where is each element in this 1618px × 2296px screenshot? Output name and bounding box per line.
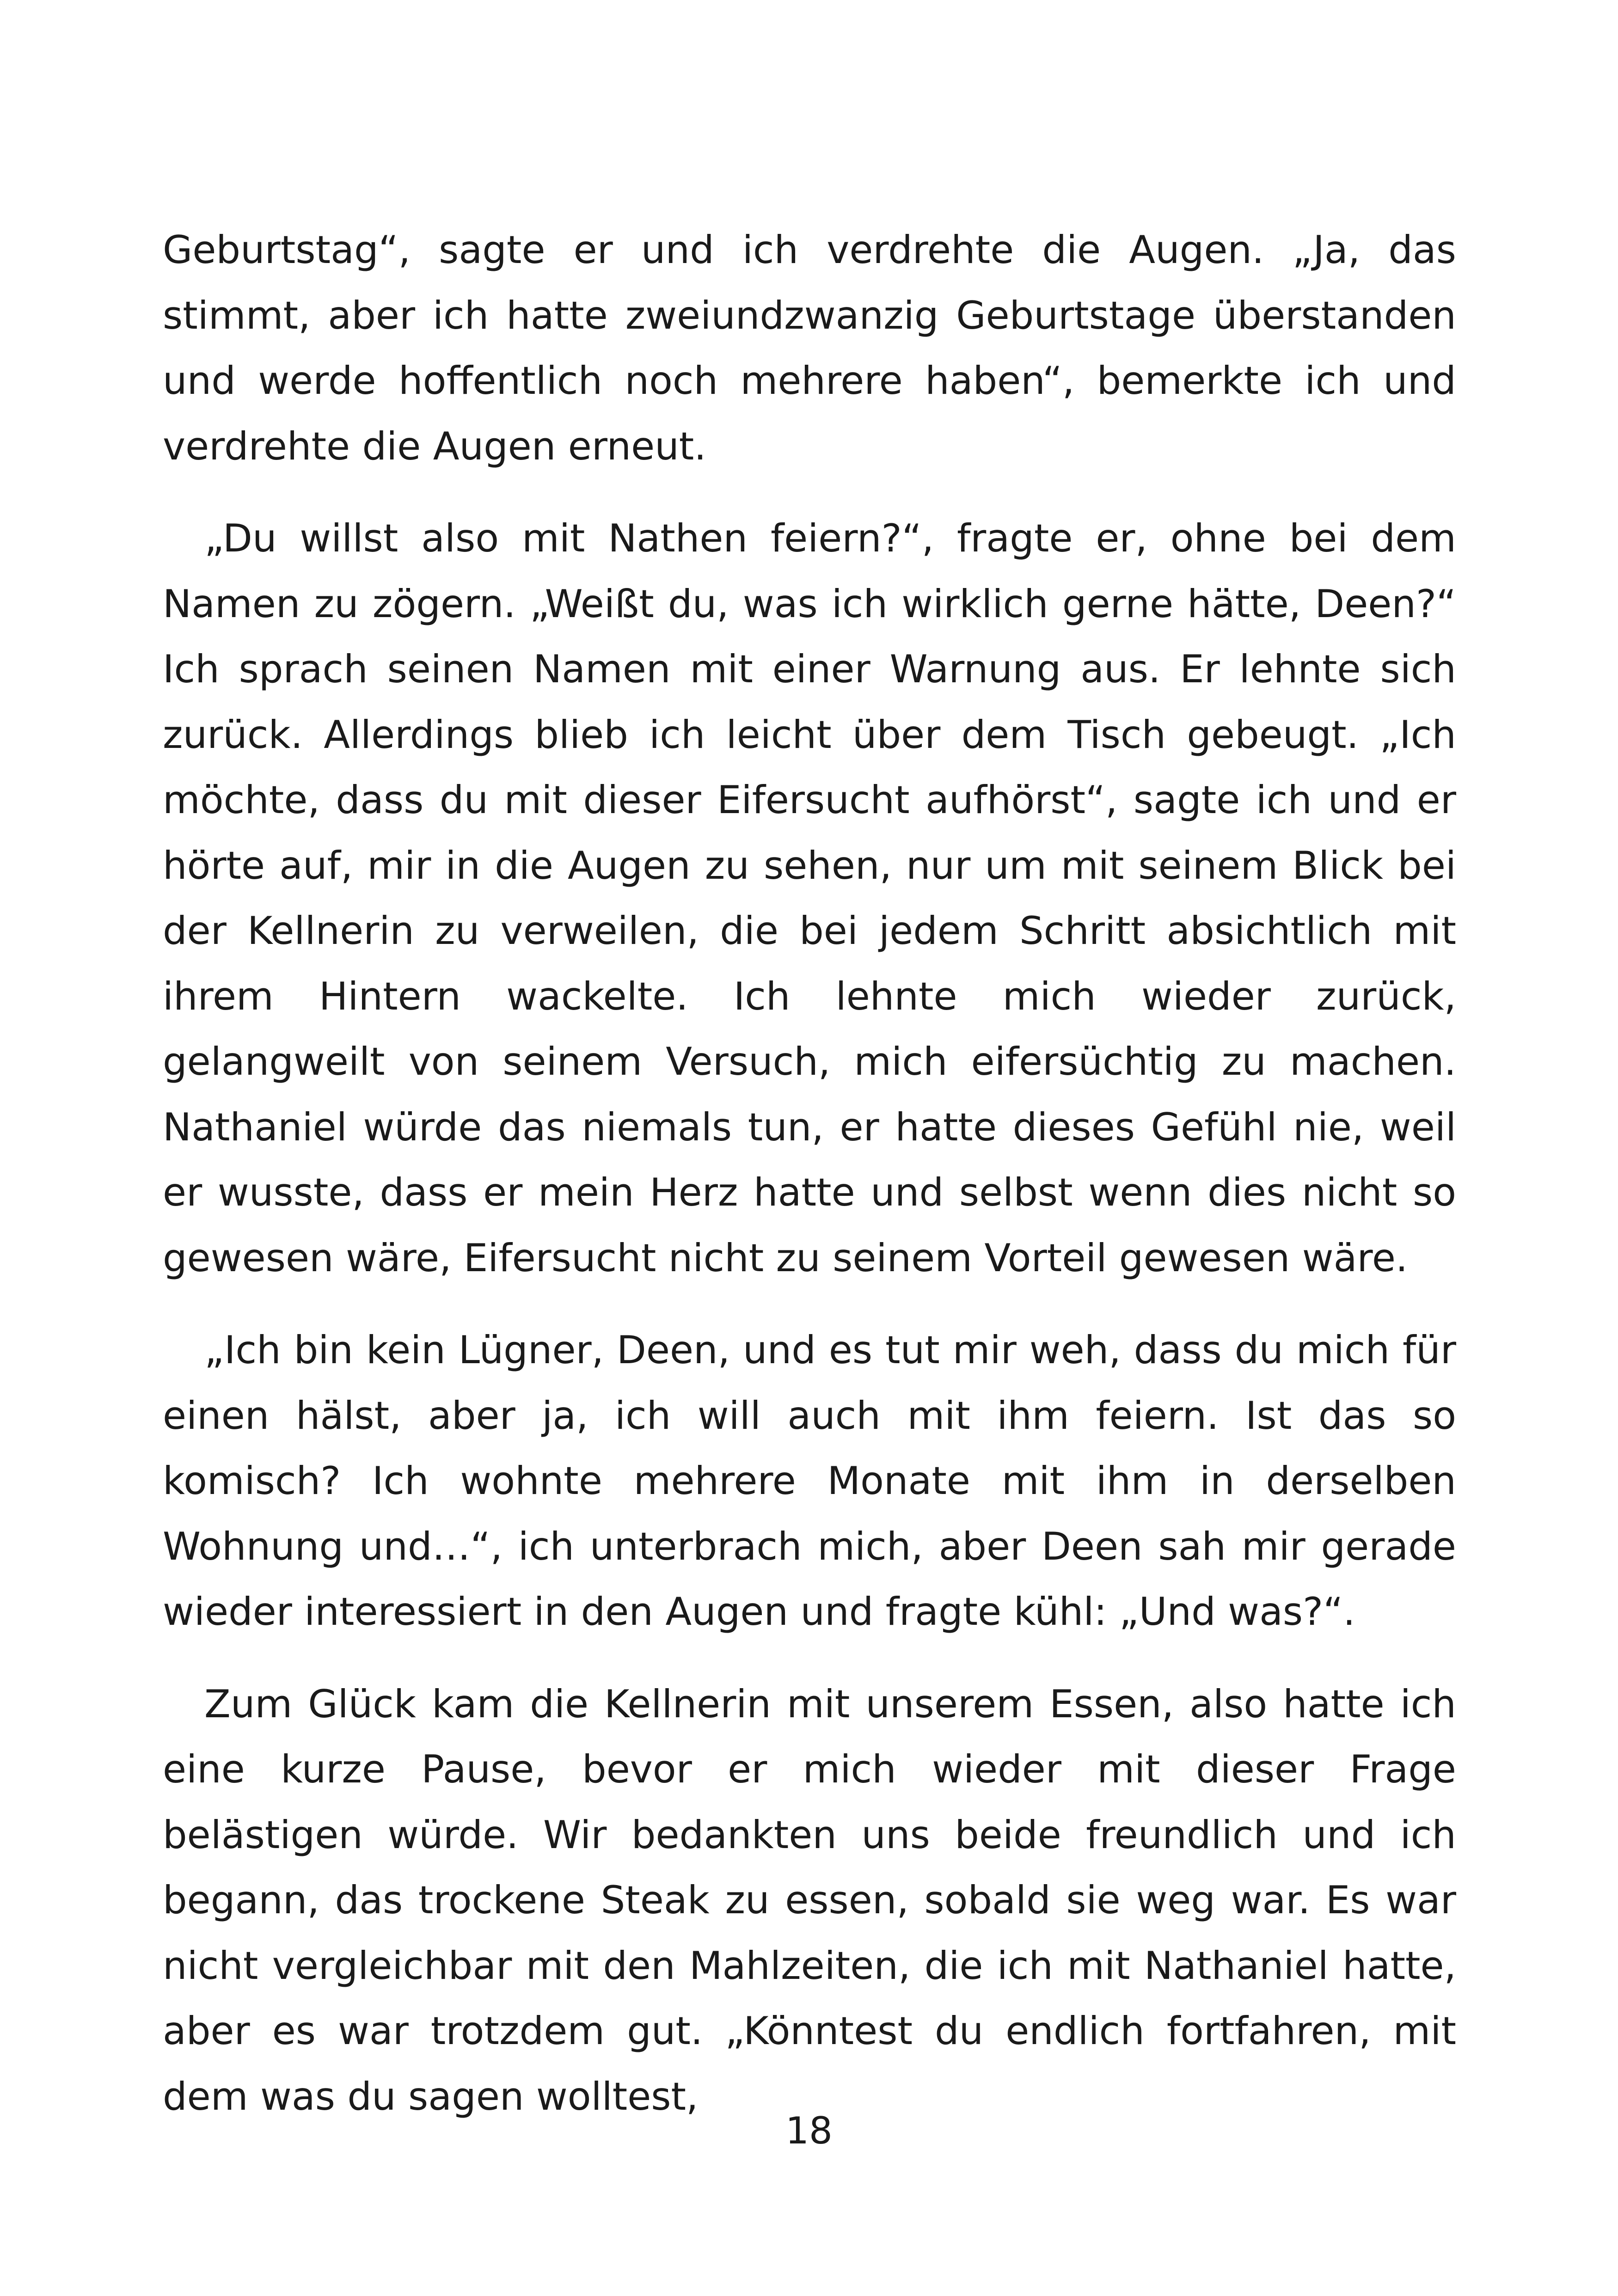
paragraph-2: „Du willst also mit Nathen feiern?“, fragte er, ohne bei dem Namen zu zögern. „Weißt du, was ich wirklich gerne hätte, Deen?“ Ich sprach seinen Namen mit einer Warnung aus. Er lehnte sich zurück. Allerdings blieb ich leicht über dem Tisch gebeugt. „Ich möchte, dass du mit dieser Eifersucht aufhörst“, sagte ich und er hörte auf, mir in die Augen zu sehen, nur um mit seinem Blick bei der Kellnerin zu verweilen, die bei jedem Schritt absichtlich mit ihrem Hintern wackelte. Ich lehnte mich wieder zurück, gelangweilt von seinem Versuch, mich eifersüchtig zu machen. Nathaniel würde das niemals tun, er hatte dieses Gefühl nie, weil er wusste, dass er mein Herz hatte und selbst wenn dies nicht so gewesen wäre, Eifersucht nicht zu seinem Vorteil gewesen wäre. — [163, 516, 1456, 1280]
paragraph-4: Zum Glück kam die Kellnerin mit unserem Essen, also hatte ich eine kurze Pause, bevor er mich wieder mit dieser Frage belästigen würde. Wir bedankten uns beide freundlich und ich begann, das trockene Steak zu essen, sobald sie weg war. Es war nicht vergleichbar mit den Mahlzeiten, die ich mit Nathaniel hatte, aber es war trotzdem gut. „Könntest du endlich fortfahren, mit dem was du sagen wolltest, — [163, 1681, 1456, 2119]
paragraph-1: Geburtstag“, sagte er und ich verdrehte die Augen. „Ja, das stimmt, aber ich hatte zweiundzwanzig Geburtstage überstanden und werde hoffentlich noch mehrere haben“, bemerkte ich und verdrehte die Augen erneut. — [163, 227, 1456, 469]
page-number: 18 — [785, 2109, 833, 2152]
paragraph-3: „Ich bin kein Lügner, Deen, und es tut mir weh, dass du mich für einen hälst, aber ja, ich will auch mit ihm feiern. Ist das so komisch? Ich wohnte mehrere Monate mit ihm in derselben Wohnung und…“, ich unterbrach mich, aber Deen sah mir gerade wieder interessiert in den Augen und fragte kühl: „Und was?“. — [163, 1328, 1456, 1634]
body-text — [163, 217, 1456, 2156]
